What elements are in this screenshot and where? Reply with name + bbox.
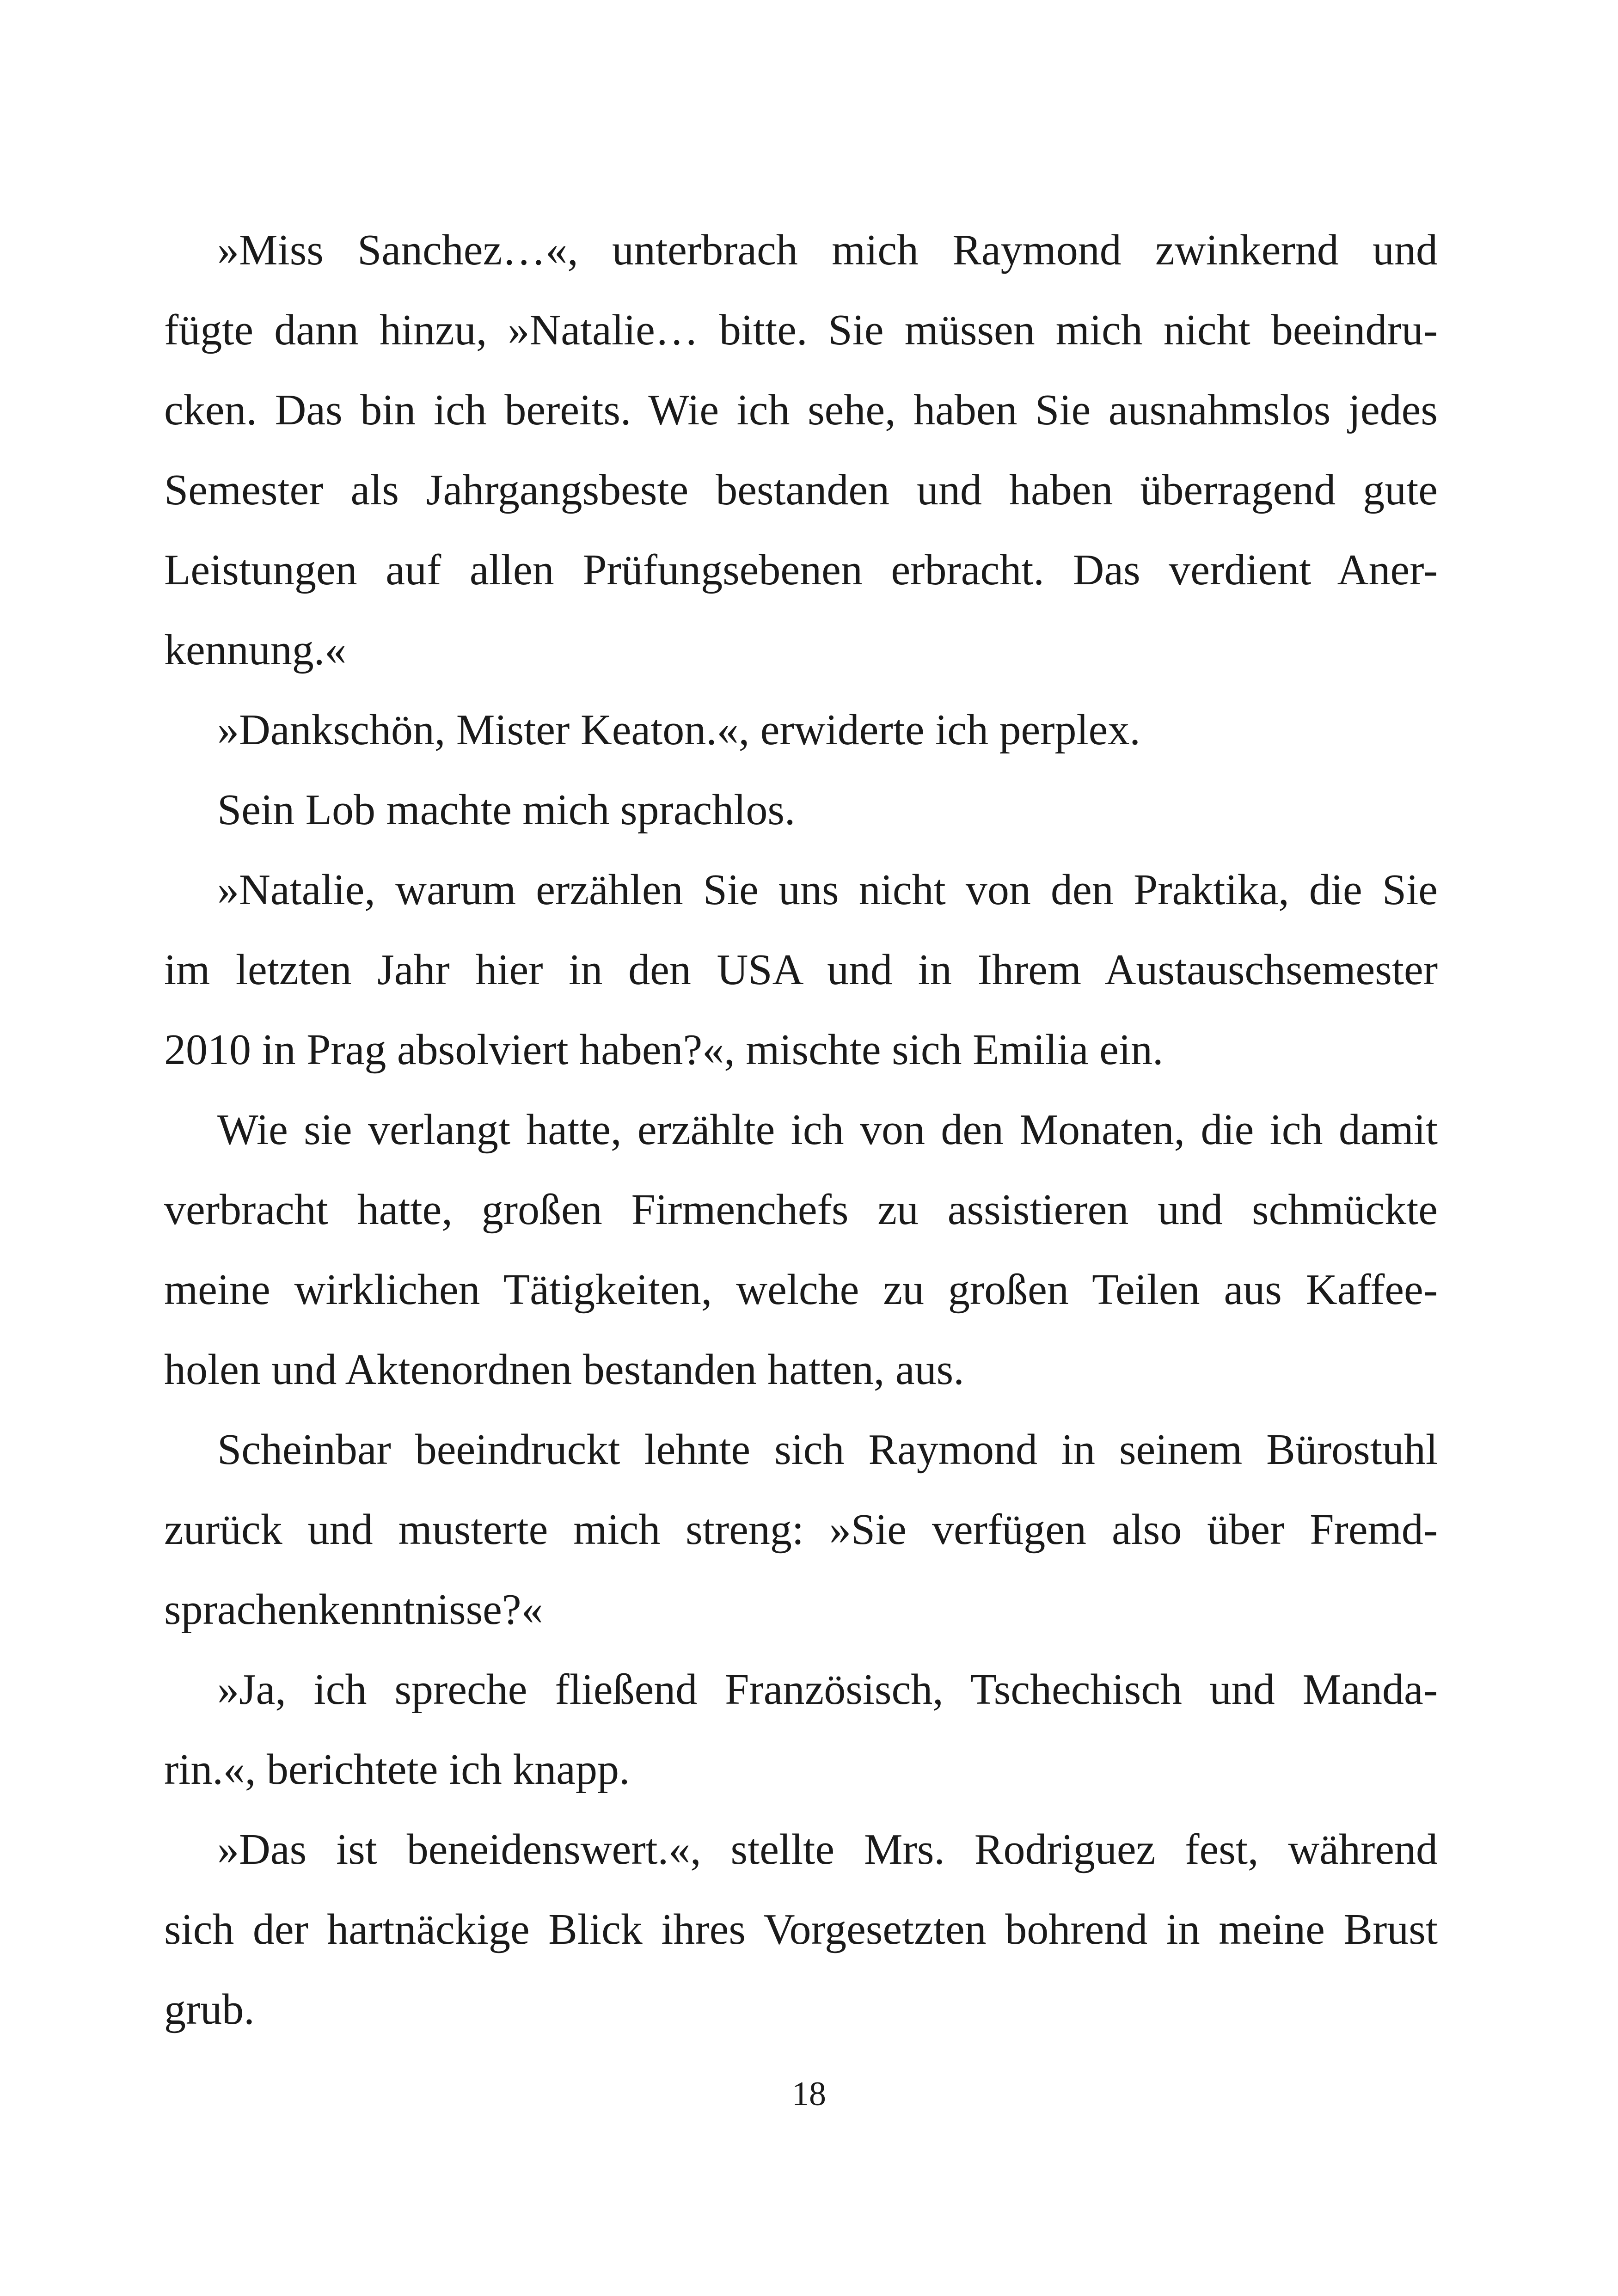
text-line: cken. Das bin ich bereits. Wie ich sehe, haben Sie ausnahmslos jedes [164, 386, 1438, 434]
text-line: »Das ist beneidenswert.«, stellte Mrs. Rodriguez fest, während [217, 1825, 1438, 1874]
page-number: 18 [792, 2075, 826, 2113]
text-line: rin.«, berichtete ich knapp. [164, 1745, 630, 1794]
text-line: fügte dann hinzu, »Natalie… bitte. Sie müssen mich nicht beeindru- [164, 306, 1438, 354]
text-line: Sein Lob machte mich sprachlos. [217, 786, 796, 834]
text-line: meine wirklichen Tätigkeiten, welche zu großen Teilen aus Kaffee- [164, 1266, 1438, 1314]
text-line: Scheinbar beeindruckt lehnte sich Raymond in seinem Bürostuhl [217, 1426, 1438, 1474]
text-line: Wie sie verlangt hatte, erzählte ich von den Monaten, die ich damit [217, 1106, 1438, 1154]
text-line: »Ja, ich spreche fließend Französisch, Tschechisch und Manda- [217, 1665, 1438, 1714]
text-line: Leistungen auf allen Prüfungsebenen erbracht. Das verdient Aner- [164, 546, 1438, 594]
text-line: grub. [164, 1985, 255, 2033]
text-line: im letzten Jahr hier in den USA und in Ihrem Austauschsemester [164, 946, 1438, 994]
text-line: Semester als Jahrgangsbeste bestanden und haben überragend gute [164, 466, 1438, 514]
text-line: sich der hartnäckige Blick ihres Vorgesetzten bohrend in meine Brust [164, 1905, 1438, 1953]
body-text [164, 210, 1438, 2050]
text-line: »Dankschön, Mister Keaton.«, erwiderte ich perplex. [217, 706, 1140, 754]
text-line: holen und Aktenordnen bestanden hatten, aus. [164, 1346, 964, 1394]
text-line: »Natalie, warum erzählen Sie uns nicht von den Praktika, die Sie [217, 866, 1438, 914]
text-line: 2010 in Prag absolviert haben?«, mischte sich Emilia ein. [164, 1026, 1164, 1074]
text-line: kennung.« [164, 626, 347, 674]
text-line: sprachenkenntnisse?« [164, 1586, 543, 1634]
text-line: »Miss Sanchez…«, unterbrach mich Raymond zwinkernd und [217, 226, 1438, 274]
text-line: zurück und musterte mich streng: »Sie verfügen also über Fremd- [164, 1506, 1438, 1554]
text-line: verbracht hatte, großen Firmenchefs zu assistieren und schmückte [164, 1186, 1438, 1234]
